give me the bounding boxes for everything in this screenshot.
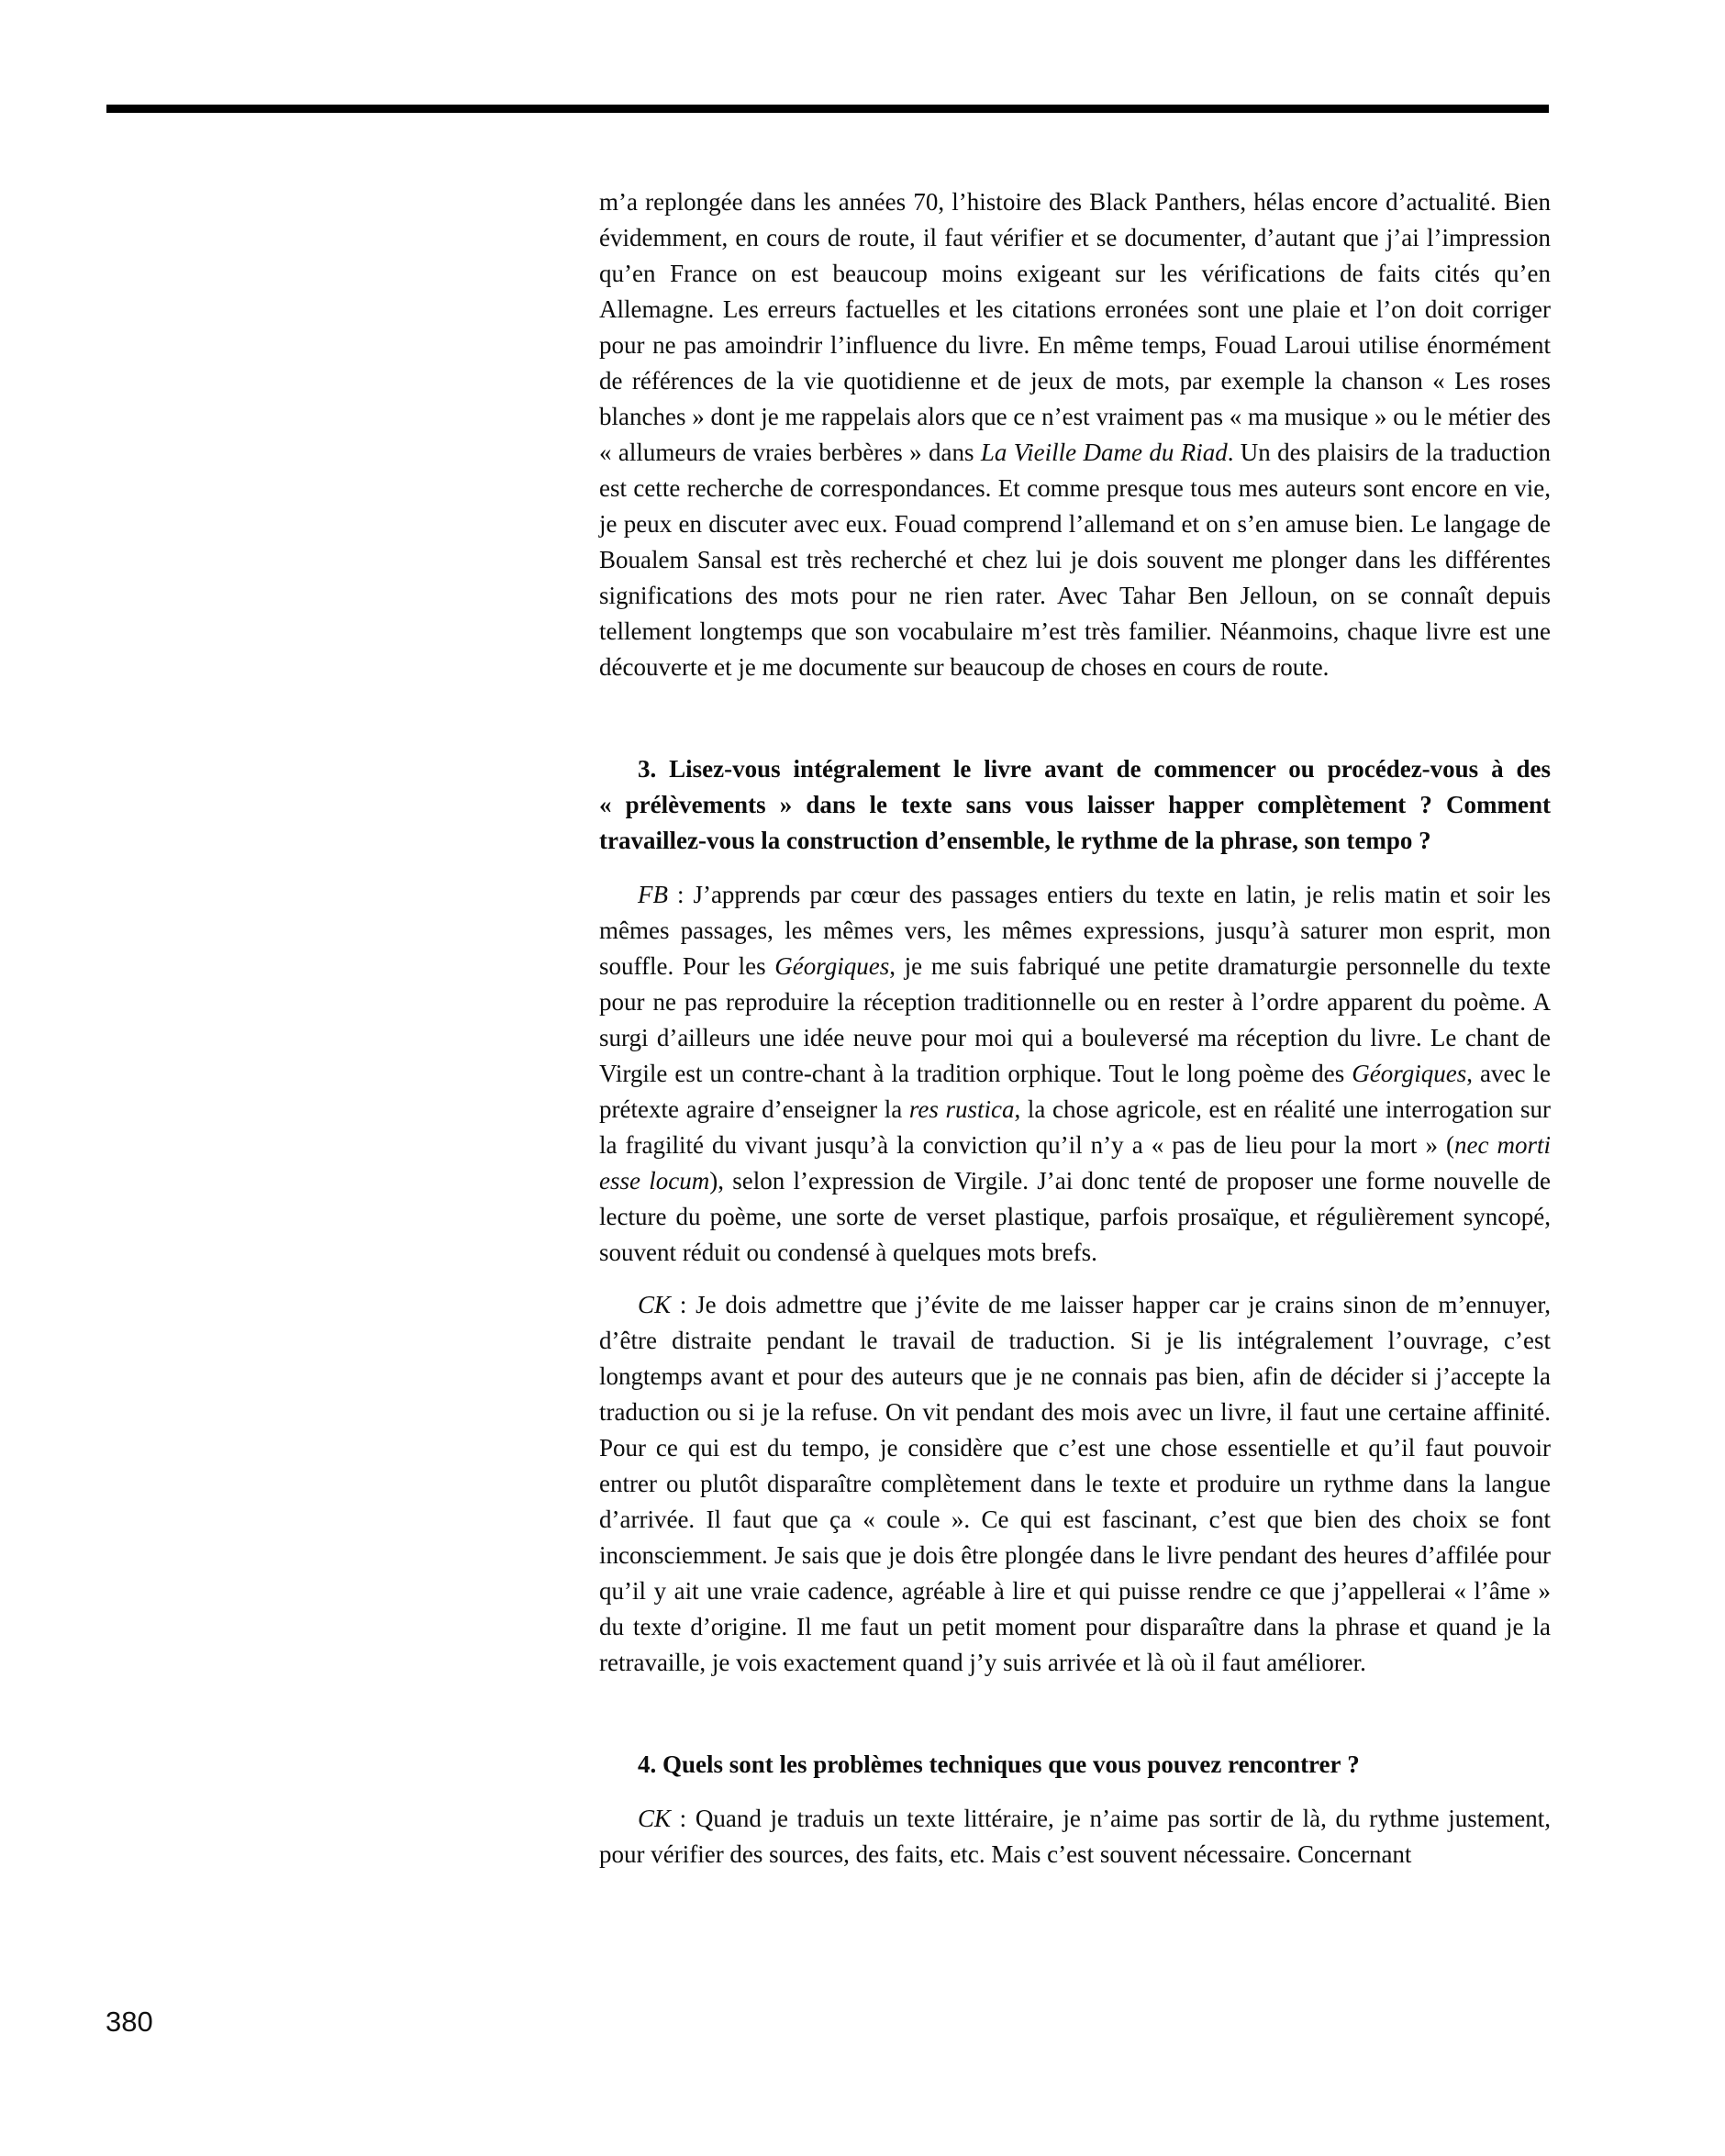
paragraph-continuation: [599, 184, 1551, 685]
body-text: : J’apprends par cœur des passages entiers du texte en latin, je relis matin et soir les mêmes passages, les mêmes vers, les mêmes expressions, jusqu’à saturer mon esprit, mon souffle. Pour les: [599, 881, 1551, 980]
speaker-initials-ck: CK: [638, 1291, 672, 1318]
body-text: m’a replongée dans les années 70, l’histoire des Black Panthers, hélas encore d’actualité. Bien évidemment, en cours de route, il faut vérifier et se documenter, d’autant que j’ai l’impression qu’en France on est beaucoup moins exigeant sur les vérifications de faits cités qu’en Allemagne. Les erreurs factuelles et les citations erronées sont une plaie et l’on doit corriger pour ne pas amoindrir l’influence du livre. En même temps, Fouad Laroui utilise énormément de références de la vie quotidienne et de jeux de mots, par exemple la chanson « Les roses blanches » dont je me rappelais alors que ce n’est vraiment pas « ma musique » ou le métier des « allumeurs de vraies berbères » dans: [599, 188, 1551, 466]
page-number: 380: [106, 2006, 153, 2038]
question-3-heading: 3. Lisez-vous intégralement le livre avant de commencer ou procédez-vous à des « prélèvements » dans le texte sans vous laisser happer complètement ? Comment travaillez-vous la construction d’ensemble, le rythme de la phrase, son tempo ?: [599, 755, 1551, 854]
body-text: , la chose agricole, est en réalité une interrogation sur la fragilité du vivant jusqu’à la conviction qu’il n’y a « pas de lieu pour la mort » (: [599, 1095, 1551, 1159]
body-text: . Un des plaisirs de la traduction est cette recherche de correspondances. Et comme presque tous mes auteurs sont encore en vie, je peux en discuter avec eux. Fouad comprend l’allemand et on s’en amuse bien. Le langage de Boualem Sansal est très recherché et chez lui je dois souvent me plonger dans les différentes significations des mots pour ne rien rater. Avec Tahar Ben Jelloun, on se connaît depuis tellement longtemps que son vocabulaire m’est très familier. Néanmoins, chaque livre est une découverte et je me documente sur beaucoup de choses en cours de route.: [599, 439, 1551, 681]
question-4-heading: 4. Quels sont les problèmes techniques que vous pouvez rencontrer ?: [638, 1750, 1360, 1778]
ck-answer-2-paragraph: [599, 1801, 1551, 1873]
latin-phrase-res-rustica: res rustica: [908, 1095, 1015, 1123]
body-text: , je me suis fabriqué une petite dramaturgie personnelle du texte pour ne pas reproduire la réception traditionnelle ou en rester à l’ordre apparent du poème. A surgi d’ailleurs une idée neuve pour moi qui a bouleversé ma réception du livre. Le chant de Virgile est un contre-chant à la tradition orphique. Tout le long poème des: [599, 952, 1551, 1087]
text-column: [599, 184, 1551, 1873]
body-text: : Quand je traduis un texte littéraire, je n’aime pas sortir de là, du rythme justement, pour vérifier des sources, des faits, etc. Mais c’est souvent nécessaire. Concernant: [599, 1805, 1551, 1868]
header-rule: [106, 105, 1549, 113]
body-text: : Je dois admettre que j’évite de me laisser happer car je crains sinon de m’ennuyer, d’être distraite pendant le travail de traduction. Si je lis intégralement l’ouvrage, c’est longtemps avant et pour des auteurs que je ne connais pas bien, afin de décider si j’accepte la traduction ou si je la refuse. On vit pendant des mois avec un livre, il faut une certaine affinité. Pour ce qui est du tempo, je considère que c’est une chose essentielle et qu’il faut pouvoir entrer ou plutôt disparaître complètement dans le texte et produire un rythme dans la langue d’arrivée. Il faut que ça « coule ». Ce qui est fascinant, c’est que bien des choix se font inconsciemment. Je sais que je dois être plongée dans le livre pendant des heures d’affilée pour qu’il y ait une vraie cadence, agréable à lire et qui puisse rendre ce que j’appellerai « l’âme » du texte d’origine. Il me faut un petit moment pour disparaître dans la phrase et quand je la retravaille, je vois exactement quand j’y suis arrivée et là où il faut améliorer.: [599, 1291, 1551, 1676]
speaker-initials-ck: CK: [638, 1805, 672, 1832]
body-text: , avec le prétexte agraire d’enseigner la: [599, 1060, 1552, 1123]
latin-phrase-nec-morti-esse-locum: nec morti esse locum: [599, 1131, 1552, 1195]
body-text: ), selon l’expression de Virgile. J’ai donc tenté de proposer une forme nouvelle de lecture du poème, une sorte de verset plastique, parfois prosaïque, et régulièrement syncopé, souvent réduit ou condensé à quelques mots brefs.: [599, 1167, 1552, 1266]
book-title-la-vieille-dame-du-riad: La Vieille Dame du Riad: [980, 439, 1228, 466]
fb-answer-paragraph: [599, 877, 1551, 1271]
book-title-georgiques: Géorgiques: [774, 952, 890, 980]
ck-answer-paragraph: [599, 1287, 1551, 1681]
speaker-initials-fb: FB: [638, 881, 668, 908]
book-title-georgiques: Géorgiques: [1352, 1060, 1467, 1087]
